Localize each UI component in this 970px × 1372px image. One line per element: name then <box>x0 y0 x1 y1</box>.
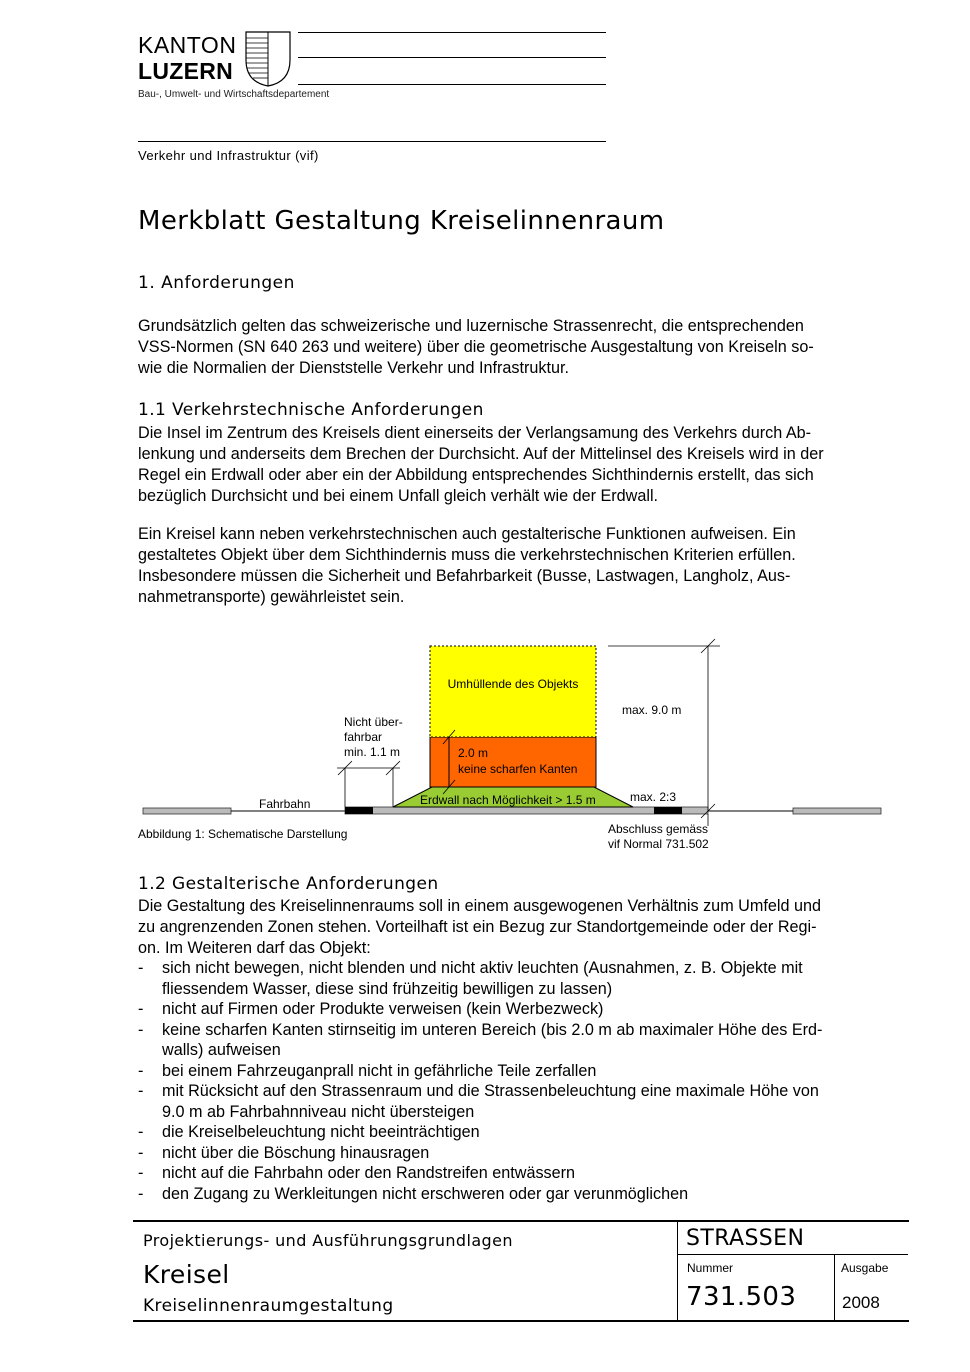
list-item: - nicht auf Firmen oder Produkte verweisen (kein Werbezweck) <box>138 1000 604 1018</box>
envelope-label: Umhüllende des Objekts <box>447 677 579 691</box>
text-line: on. Im Weiteren darf das Objekt: <box>138 939 371 957</box>
requirements-list <box>138 958 918 1204</box>
list-item: - bei einem Fahrzeuganprall nicht in gefährliche Teile zerfallen <box>138 1061 597 1080</box>
curb-left <box>345 807 373 814</box>
department-name: Bau-, Umwelt- und Wirtschaftsdepartement <box>138 89 330 100</box>
road-label: Fahrbahn <box>259 797 311 811</box>
footer-category: Projektierungs- und Ausführungsgrundlagen <box>143 1231 513 1250</box>
text-line: zu angrenzenden Zonen stehen. Vorteilhaft ist ein Bezug zur Standortgemeinde oder der Regi- <box>138 918 817 936</box>
footer-subtitle: Kreiselinnenraumgestaltung <box>143 1296 394 1316</box>
page-title: Merkblatt Gestaltung Kreiselinnenraum <box>138 206 665 236</box>
list-item: - den Zugang zu Werkleitungen nicht erschweren oder gar verunmöglichen <box>138 1184 689 1203</box>
footer-domain: STRASSEN <box>686 1226 805 1251</box>
list-item: - nicht auf die Fahrbahn oder den Randstreifen entwässern <box>138 1164 576 1182</box>
text-line: Die Insel im Zentrum des Kreisels dient einerseits der Verlangsamung des Verkehrs durch Ab- <box>138 424 812 442</box>
list-item: - sich nicht bewegen, nicht blenden und nicht aktiv leuchten (Ausnahmen, z. B. Objekte mit fliessendem Wasser, diese sind frühzeitig bewilligen zu lassen) <box>138 959 803 998</box>
text-line: bezüglich Durchsicht und bei einem Unfall gleich verhält wie der Erdwall. <box>138 487 659 505</box>
list-item: - keine scharfen Kanten stirnseitig im unteren Bereich (bis 2.0 m ab maximaler Höhe des Erd- walls) aufweisen <box>138 1020 823 1059</box>
min-width-label: min. 1.1 m <box>344 745 401 759</box>
list-item: - die Kreiselbeleuchtung nicht beeinträchtigen <box>138 1123 480 1141</box>
not-drivable-label: Nicht über- <box>344 715 403 729</box>
list-item: - nicht über die Böschung hinausragen <box>138 1143 430 1162</box>
text-line: Insbesondere müssen die Sicherheit und Befahrbarkeit (Busse, Lastwagen, Langholz, Aus- <box>138 567 791 585</box>
text-line: wie die Normalien der Dienststelle Verkehr und Infrastruktur. <box>138 359 569 377</box>
text-line: lenkung und anderseits dem Brechen der Durchsicht. Auf der Mittelinsel des Kreisels wird in der <box>138 445 824 463</box>
edge-note-label: keine scharfen Kanten <box>458 762 578 776</box>
text-line: Ein Kreisel kann neben verkehrstechnischen auch gestalterische Funktionen aufweisen. Ein <box>138 525 796 543</box>
edition-year: 2008 <box>842 1293 880 1312</box>
heading-requirements: 1. Anforderungen <box>138 273 295 293</box>
document-number: 731.503 <box>686 1282 797 1312</box>
slope-label: max. 2:3 <box>630 790 677 804</box>
footer-bottom-rule <box>133 1320 909 1322</box>
heading-traffic-requirements: 1.1 Verkehrstechnische Anforderungen <box>138 400 484 420</box>
footer-topic: Kreisel <box>143 1260 230 1289</box>
footer-top-rule <box>133 1220 909 1222</box>
number-label: Nummer <box>687 1261 734 1275</box>
logo-luzern-text: LUZERN <box>138 58 234 84</box>
footer-divider <box>677 1254 908 1255</box>
logo-kanton-text: KANTON <box>138 32 237 58</box>
text-line: gestaltetes Objekt über dem Sichthindernis muss die verkehrstechnischen Kriterien erfüllen. <box>138 546 796 564</box>
text-line: Grundsätzlich gelten das schweizerische und luzernische Strassenrecht, die entsprechenden <box>138 317 804 335</box>
text-line: nahmetransporte) gewährleistet sein. <box>138 588 405 606</box>
design-paragraph <box>138 896 918 959</box>
text-line: Die Gestaltung des Kreiselinnenraums soll in einem ausgewogenen Verhältnis zum Umfeld und <box>138 897 821 915</box>
heading-design-requirements: 1.2 Gestalterische Anforderungen <box>138 874 439 894</box>
text-line: Regel ein Erdwall oder aber ein der Abbildung entsprechendes Sichthindernis erstellt, das sich <box>138 466 814 484</box>
text-line: VSS-Normen (SN 640 263 und weitere) über die geometrische Ausgestaltung von Kreiseln so- <box>138 338 814 356</box>
max-height-label: max. 9.0 m <box>622 703 682 717</box>
edition-label: Ausgabe <box>841 1261 889 1275</box>
embankment-label: Erdwall nach Möglichkeit > 1.5 m <box>420 793 596 807</box>
curb-right <box>654 807 682 814</box>
road-segment-left <box>143 808 231 814</box>
envelope-shape <box>430 646 596 737</box>
office-name: Verkehr und Infrastruktur (vif) <box>138 148 319 163</box>
finish-label: vif Normal 731.502 <box>608 837 709 851</box>
figure-caption: Abbildung 1: Schematische Darstellung <box>138 827 348 841</box>
finish-label: Abschluss gemäss <box>608 822 709 836</box>
edge-height-label: 2.0 m <box>458 746 489 760</box>
central-strip <box>345 807 708 814</box>
footer-divider <box>834 1254 835 1321</box>
road-segment-right <box>793 808 881 814</box>
footer-divider <box>677 1221 678 1321</box>
not-drivable-label: fahrbar <box>344 730 383 744</box>
list-item: - mit Rücksicht auf den Strassenraum und die Strassenbeleuchtung eine maximale Höhe von 9.0 m ab Fahrbahnniveau nicht übersteigen <box>138 1082 819 1121</box>
